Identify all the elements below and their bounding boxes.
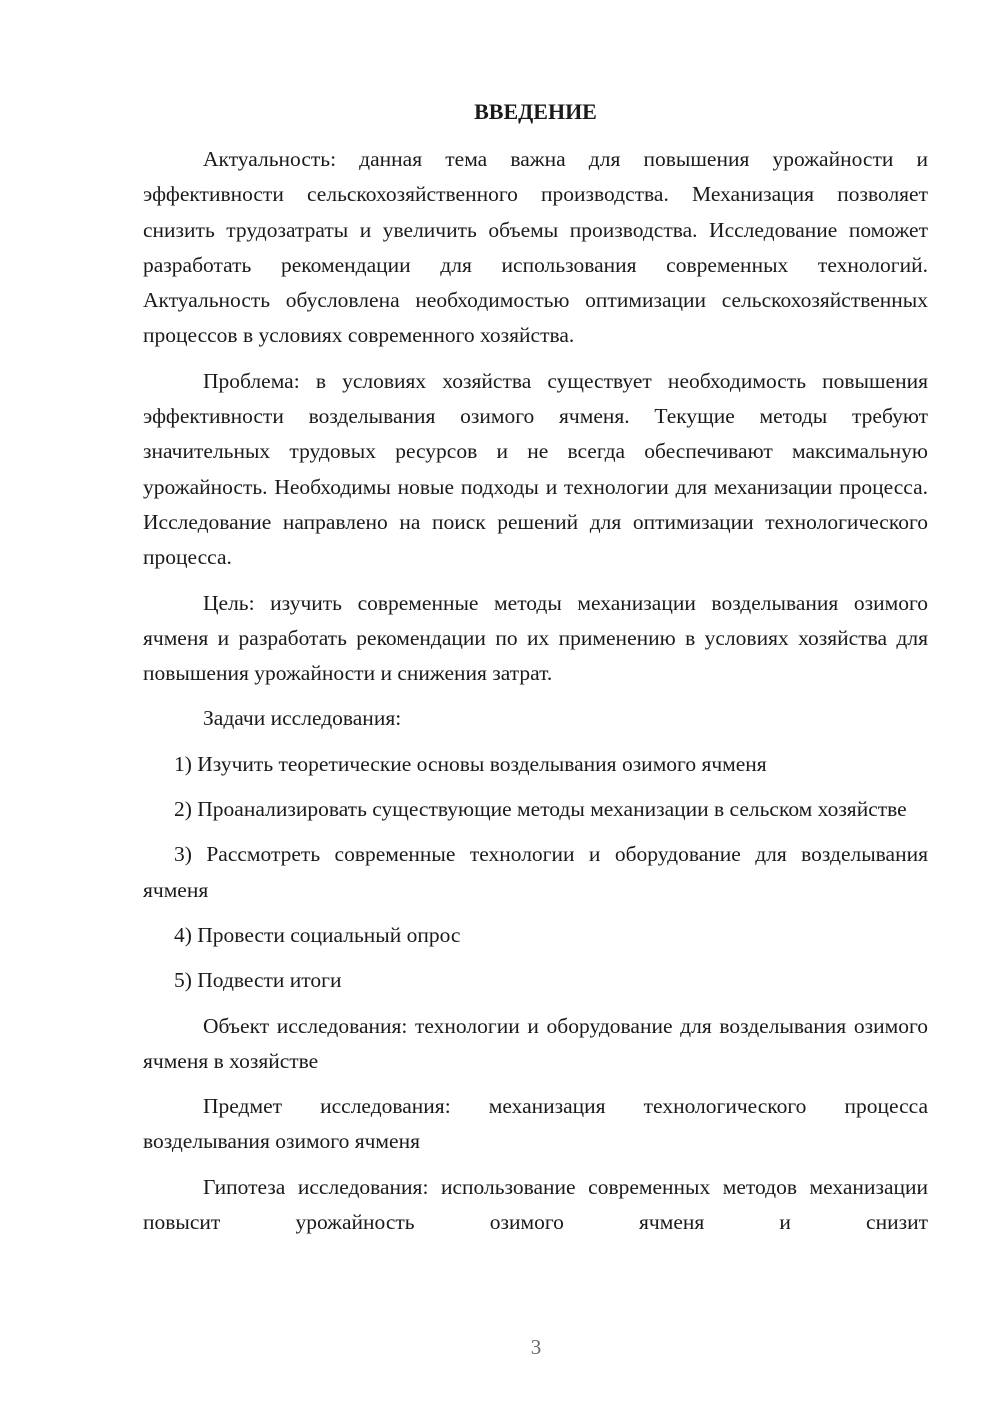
paragraph-goal: Цель: изучить современные методы механизации возделывания озимого ячменя и разработать рекомендации по их применению в условиях хозяйства для повышения урожайности и снижения затрат. <box>143 590 928 686</box>
task-item-5: 5) Подвести итоги <box>174 968 342 993</box>
task-item-3: 3) Рассмотреть современные технологии и оборудование для возделывания ячменя <box>143 842 928 902</box>
task-item-4: 4) Провести социальный опрос <box>174 922 461 947</box>
paragraph-subject: Предмет исследования: механизация технологического процесса возделывания озимого ячменя <box>143 1094 928 1154</box>
paragraph-hypothesis: Гипотеза исследования: использование современных методов механизации повысит урожайность озимого ячменя и снизит <box>143 1174 928 1235</box>
paragraph-problem: Проблема: в условиях хозяйства существует необходимость повышения эффективности возделывания озимого ячменя. Текущие методы требуют значительных трудовых ресурсов и не всегда обеспечивают максимальную урожайность. Необходимы новые подходы и технологии для механизации процесса. Исследование направлено на поиск решений для оптимизации технологического процесса. <box>143 368 928 570</box>
task-item-2: 2) Проанализировать существующие методы механизации в сельском хозяйстве <box>174 797 907 822</box>
task-item-1: 1) Изучить теоретические основы возделывания озимого ячменя <box>174 751 767 776</box>
paragraph-object: Объект исследования: технологии и оборудование для возделывания озимого ячменя в хозяйстве <box>143 1013 928 1073</box>
paragraph-relevance: Актуальность: данная тема важна для повышения урожайности и эффективности сельскохозяйственного производства. Механизация позволяет снизить трудозатраты и увеличить объемы производства. Исследование поможет разработать рекомендации для использования современных технологий. Актуальность обусловлена необходимостью оптимизации сельскохозяйственных процессов в условиях современного хозяйства. <box>143 147 928 348</box>
tasks-heading: Задачи исследования: <box>203 706 402 731</box>
document-body <box>143 142 928 1250</box>
section-heading: ВВЕДЕНИЕ <box>474 99 597 124</box>
page-number: 3 <box>530 1335 542 1359</box>
